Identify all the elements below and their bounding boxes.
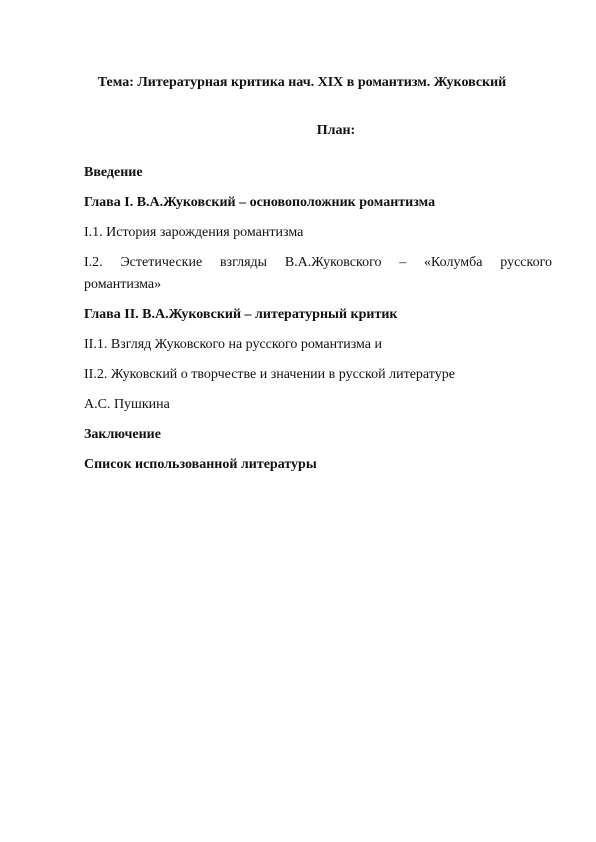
toc-item-bibliography: Список использованной литературы <box>84 457 317 472</box>
toc-item-section-2-2-continued: А.С. Пушкина <box>84 397 170 412</box>
toc-item-section-1-1: I.1. История зарождения романтизма <box>84 225 304 240</box>
toc-item-chapter-1: Глава I. В.А.Жуковский – основоположник романтизма <box>84 195 436 210</box>
toc-item-section-1-2 <box>84 252 552 296</box>
toc-item-chapter-2: Глава II. В.А.Жуковский – литературный критик <box>84 307 398 322</box>
toc-item-conclusion: Заключение <box>84 427 161 442</box>
toc-item-section-1-2-line1: I.2. Эстетические взгляды В.А.Жуковского – «Колумба русского <box>84 255 552 270</box>
toc-item-section-2-1: II.1. Взгляд Жуковского на русского романтизма и <box>84 337 382 352</box>
toc-item-introduction: Введение <box>84 165 143 180</box>
toc-item-section-2-2: II.2. Жуковский о творчестве и значении в русской литературе <box>84 367 455 382</box>
toc-item-section-1-2-line2: романтизма» <box>84 277 162 292</box>
table-of-contents <box>84 164 552 486</box>
plan-heading: План: <box>316 123 356 138</box>
document-title: Тема: Литературная критика нач. XIX в романтизм. Жуковский <box>97 75 507 90</box>
